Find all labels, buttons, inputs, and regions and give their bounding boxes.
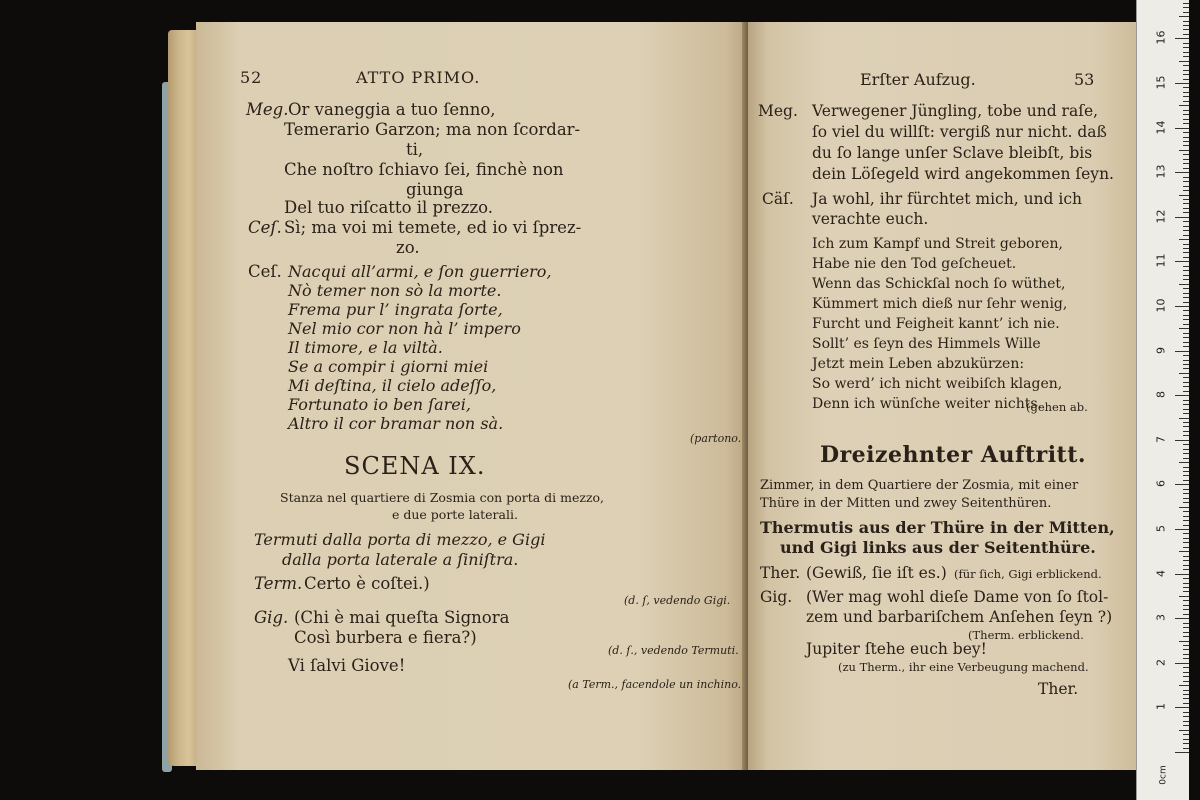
ruler-tick	[1183, 734, 1189, 735]
ruler-tick	[1183, 560, 1189, 561]
ruler-tick	[1183, 315, 1189, 316]
ruler-number: 3	[1154, 614, 1168, 622]
ruler-tick	[1183, 310, 1189, 311]
ruler-tick	[1183, 302, 1189, 303]
ruler-tick	[1179, 418, 1189, 419]
verse-line: Sollt’ es ſeyn des Himmels Wille	[812, 336, 1041, 352]
ruler-tick	[1183, 154, 1189, 155]
ruler-tick	[1183, 716, 1189, 717]
ruler-tick	[1183, 382, 1189, 383]
ruler-tick	[1183, 511, 1189, 512]
ruler-tick	[1183, 649, 1189, 650]
entrance-line: und Gigi links aus der Seitenthüre.	[780, 538, 1096, 557]
stage-note: (Therm. erblickend.	[968, 628, 1084, 642]
stage-direction: Thüre in der Mitten und zwey Seitenthüren.	[760, 496, 1052, 511]
ruler-tick	[1183, 739, 1189, 740]
aria-speaker: Ceſ.	[248, 262, 282, 281]
ruler-tick	[1175, 306, 1189, 307]
text-line: Del tuo riſcatto il prezzo.	[284, 198, 494, 217]
ruler-tick	[1183, 493, 1189, 494]
ruler-tick	[1183, 163, 1189, 164]
ruler-tick	[1183, 725, 1189, 726]
ruler-tick	[1183, 556, 1189, 557]
ruler-tick	[1179, 730, 1189, 731]
ruler-tick	[1175, 663, 1189, 664]
text-line: Verwegener Jüngling, tobe und raſe,	[812, 102, 1099, 120]
ruler-tick	[1175, 529, 1189, 530]
ruler-tick	[1175, 38, 1189, 39]
ruler-tick	[1175, 395, 1189, 396]
verse-line: Kümmert mich dieß nur ſehr wenig,	[812, 296, 1068, 312]
ruler-tick	[1179, 105, 1189, 106]
ruler-tick	[1183, 181, 1189, 182]
ruler-number: 6	[1154, 480, 1168, 488]
ruler-number: 16	[1154, 30, 1168, 45]
ruler-tick	[1183, 698, 1189, 699]
ruler-tick	[1183, 431, 1189, 432]
exit-note: (partono.	[690, 432, 742, 445]
ruler-tick	[1183, 114, 1189, 115]
ruler-tick	[1183, 609, 1189, 610]
ruler-tick	[1183, 538, 1189, 539]
text-line: dein Löſegeld wird angekommen ſeyn.	[812, 165, 1114, 183]
ruler-number: 12	[1154, 209, 1168, 224]
ruler-tick	[1183, 145, 1189, 146]
ruler-tick	[1183, 203, 1189, 204]
text-line: zem und barbariſchem Anſehen ſeyn ?)	[806, 608, 1113, 626]
ruler-tick	[1183, 404, 1189, 405]
ruler-tick	[1183, 74, 1189, 75]
ruler-tick	[1183, 489, 1189, 490]
ruler-tick	[1183, 7, 1189, 8]
verse-line: Ich zum Kampf und Streit geboren,	[812, 236, 1063, 252]
ruler-tick	[1183, 449, 1189, 450]
ruler-tick	[1175, 217, 1189, 218]
speaker-meg: Meg.	[246, 100, 289, 119]
ruler-tick	[1183, 221, 1189, 222]
ruler-tick	[1175, 261, 1189, 262]
ruler-tick	[1183, 337, 1189, 338]
ruler-tick	[1183, 578, 1189, 579]
aria-line: Nò temer non sò la morte.	[288, 281, 502, 300]
ruler-tick	[1183, 257, 1189, 258]
ruler-tick	[1183, 319, 1189, 320]
stage-note: (d. ſ, vedendo Gigi.	[624, 594, 731, 607]
ruler-tick	[1183, 101, 1189, 102]
ruler-number: 11	[1154, 253, 1168, 268]
ruler-tick	[1183, 29, 1189, 30]
ruler-tick	[1183, 721, 1189, 722]
ruler-tick	[1183, 186, 1189, 187]
ruler-tick	[1175, 752, 1189, 753]
ruler-number: 5	[1154, 525, 1168, 532]
ruler-tick	[1183, 533, 1189, 534]
aria-line: Mi deſtina, il cielo adeſſo,	[288, 376, 497, 395]
text-line: Or vaneggia a tuo ſenno,	[288, 100, 496, 119]
ruler-tick	[1183, 480, 1189, 481]
aria-line: Nel mio cor non hà l’ impero	[288, 319, 521, 338]
ruler-tick	[1183, 279, 1189, 280]
ruler-tick	[1183, 270, 1189, 271]
ruler-tick	[1183, 444, 1189, 445]
ruler-tick	[1183, 565, 1189, 566]
ruler-tick	[1183, 346, 1189, 347]
ruler-tick	[1183, 52, 1189, 53]
verse-line: Habe nie den Tod geſcheuet.	[812, 256, 1017, 272]
ruler-number: 13	[1154, 164, 1168, 179]
ruler-tick	[1183, 654, 1189, 655]
ruler-tick	[1183, 355, 1189, 356]
ruler-tick	[1183, 47, 1189, 48]
ruler-tick	[1183, 645, 1189, 646]
ruler-tick	[1183, 743, 1189, 744]
aria-line: Altro il cor bramar non sà.	[288, 414, 504, 433]
text-line: ſo viel du willſt: vergiß nur nicht. daß	[812, 123, 1107, 141]
ruler-tick	[1183, 199, 1189, 200]
ruler-number: 8	[1154, 391, 1168, 399]
entrance-line: Termuti dalla porta di mezzo, e Gigi	[254, 530, 546, 549]
entrance-line: dalla porta laterale a ſiniſtra.	[282, 550, 519, 569]
ruler-tick	[1183, 636, 1189, 637]
stage-note: (zu Therm., ihr eine Verbeugung machend.	[838, 660, 1089, 674]
ruler-tick	[1183, 409, 1189, 410]
ruler-tick	[1183, 177, 1189, 178]
text-line: (Gewiß, ſie iſt es.)	[806, 564, 947, 582]
left-page	[196, 22, 748, 770]
speaker-gig: Gig.	[254, 608, 289, 627]
ruler-tick	[1183, 676, 1189, 677]
ruler-tick	[1179, 16, 1189, 17]
ruler-tick	[1183, 703, 1189, 704]
ruler-unit-label: 0cm	[1158, 765, 1169, 785]
ruler-tick	[1183, 3, 1189, 4]
page-number-left: 52	[240, 68, 263, 87]
entrance-line: Thermutis aus der Thüre in der Mitten,	[760, 518, 1115, 537]
running-head-right: Erſter Aufzug.	[860, 70, 976, 89]
ruler-tick	[1183, 364, 1189, 365]
text-line: ti,	[406, 140, 424, 159]
text-line: zo.	[396, 238, 420, 257]
speaker-meg: Meg.	[758, 102, 798, 120]
text-line: Che noſtro ſchiavo ſei, finchè non	[284, 160, 564, 179]
ruler-tick	[1183, 498, 1189, 499]
ruler-tick	[1183, 377, 1189, 378]
stage-note: (d. ſ., vedendo Termuti.	[608, 644, 739, 657]
ruler-tick	[1183, 614, 1189, 615]
ruler-tick	[1183, 400, 1189, 401]
ruler-tick	[1183, 132, 1189, 133]
text-line: Temerario Garzon; ma non ſcordar-	[284, 120, 581, 139]
ruler-tick	[1183, 235, 1189, 236]
ruler-tick	[1179, 150, 1189, 151]
ruler-tick	[1183, 190, 1189, 191]
ruler-tick	[1183, 694, 1189, 695]
ruler-tick	[1183, 288, 1189, 289]
ruler-tick	[1183, 502, 1189, 503]
right-page	[748, 22, 1140, 770]
ruler-tick	[1179, 462, 1189, 463]
ruler-tick	[1179, 373, 1189, 374]
ruler-tick	[1183, 12, 1189, 13]
ruler-tick	[1183, 453, 1189, 454]
aria-line: Fortunato io ben ſarei,	[288, 395, 471, 414]
ruler-tick	[1183, 391, 1189, 392]
text-line: Sì; ma voi mi temete, ed io vi ſprez-	[284, 218, 582, 237]
verse-line: Jetzt mein Leben abzukürzen:	[812, 356, 1025, 372]
page-number-right: 53	[1074, 70, 1095, 89]
ruler-tick	[1183, 43, 1189, 44]
ruler-tick	[1183, 467, 1189, 468]
ruler-tick	[1183, 70, 1189, 71]
ruler-tick	[1183, 360, 1189, 361]
ruler-tick	[1183, 266, 1189, 267]
ruler-tick	[1183, 368, 1189, 369]
ruler-tick	[1175, 83, 1189, 84]
ruler-tick	[1175, 574, 1189, 575]
text-line: du ſo lange unſer Sclave bleibſt, bis	[812, 144, 1093, 162]
ruler-tick	[1183, 123, 1189, 124]
ruler-tick	[1179, 596, 1189, 597]
ruler-tick	[1179, 328, 1189, 329]
ruler-tick	[1183, 681, 1189, 682]
catchword: Ther.	[1038, 680, 1079, 698]
ruler-tick	[1183, 141, 1189, 142]
ruler-tick	[1183, 208, 1189, 209]
stage-direction: Stanza nel quartiere di Zosmia con porta di mezzo,	[280, 490, 605, 505]
ruler-tick	[1183, 426, 1189, 427]
ruler-tick	[1183, 605, 1189, 606]
ruler-number: 15	[1154, 75, 1168, 90]
ruler-tick	[1183, 386, 1189, 387]
scene-title: Dreizehnter Auftritt.	[820, 442, 1087, 468]
ruler-tick	[1183, 471, 1189, 472]
aria-line: Il timore, e la viltà.	[288, 338, 443, 357]
ruler-tick	[1183, 34, 1189, 35]
ruler-tick	[1175, 618, 1189, 619]
ruler-tick	[1183, 542, 1189, 543]
left-page-edges	[168, 30, 198, 766]
ruler-tick	[1183, 159, 1189, 160]
ruler-tick	[1183, 297, 1189, 298]
ruler-tick	[1179, 641, 1189, 642]
ruler-tick	[1175, 707, 1189, 708]
text-line: giunga	[406, 180, 464, 199]
verse-line: So werd’ ich nicht weibiſch klagen,	[812, 376, 1063, 392]
speaker-ces: Ceſ.	[248, 218, 282, 237]
ruler-tick	[1183, 413, 1189, 414]
text-line: (Chi è mai queſta Signora	[294, 608, 510, 627]
ruler-number: 7	[1154, 435, 1168, 443]
ruler-tick	[1183, 79, 1189, 80]
ruler-tick	[1183, 342, 1189, 343]
ruler-tick	[1179, 507, 1189, 508]
speaker-ther: Ther.	[760, 564, 801, 582]
ruler-tick	[1183, 583, 1189, 584]
ruler-tick	[1183, 672, 1189, 673]
ruler-tick	[1183, 690, 1189, 691]
ruler-tick	[1183, 475, 1189, 476]
aria-line: Frema pur l’ ingrata ſorte,	[288, 300, 503, 319]
ruler-number: 4	[1154, 569, 1168, 577]
ruler-tick	[1183, 65, 1189, 66]
ruler-tick	[1175, 440, 1189, 441]
verse-line: Denn ich wünſche weiter nichts.	[812, 396, 1042, 412]
ruler-tick	[1183, 547, 1189, 548]
ruler-tick	[1179, 284, 1189, 285]
ruler-tick	[1183, 600, 1189, 601]
ruler-tick	[1175, 351, 1189, 352]
text-line: (Wer mag wohl dieſe Dame von ſo ſtol-	[806, 588, 1109, 606]
ruler-tick	[1179, 685, 1189, 686]
ruler-tick	[1183, 748, 1189, 749]
ruler-tick	[1183, 569, 1189, 570]
text-line: Vi ſalvi Giove!	[288, 656, 406, 675]
ruler-tick	[1183, 110, 1189, 111]
ruler-tick	[1183, 137, 1189, 138]
ruler-tick	[1183, 21, 1189, 22]
ruler-tick	[1183, 56, 1189, 57]
ruler-tick	[1183, 119, 1189, 120]
ruler-tick	[1179, 551, 1189, 552]
ruler-number: 10	[1154, 298, 1168, 313]
ruler-tick	[1183, 226, 1189, 227]
ruler-tick	[1183, 632, 1189, 633]
ruler-tick	[1179, 61, 1189, 62]
speaker-term: Term.	[254, 574, 303, 593]
ruler-tick	[1175, 128, 1189, 129]
ruler-tick	[1183, 520, 1189, 521]
speaker-caes: Cäſ.	[762, 190, 794, 208]
ruler-tick	[1183, 591, 1189, 592]
stage-direction: Zimmer, in dem Quartiere der Zosmia, mit einer	[760, 478, 1079, 493]
aria-line: Nacqui all’armi, e ſon guerriero,	[288, 262, 552, 281]
stage-note: (für ſich, Gigi erblickend.	[954, 567, 1102, 581]
aria-line: Se a compir i giorni miei	[288, 357, 489, 376]
speaker-gig: Gig.	[760, 588, 793, 606]
ruler-tick	[1183, 252, 1189, 253]
verse-line: Wenn das Schickſal noch ſo wüthet,	[812, 276, 1066, 292]
scene-title: SCENA IX.	[344, 452, 486, 480]
text-line: Jupiter ſtehe euch bey!	[806, 640, 987, 658]
text-line: Ja wohl, ihr fürchtet mich, und ich	[812, 190, 1083, 208]
ruler-number	[1155, 0, 1168, 3]
exit-note: (gehen ab.	[1026, 400, 1088, 414]
text-line: Così burbera e fiera?)	[294, 628, 477, 647]
ruler-tick	[1183, 627, 1189, 628]
ruler-tick	[1183, 587, 1189, 588]
open-book	[168, 22, 1115, 770]
ruler-tick	[1183, 248, 1189, 249]
ruler-number: 14	[1154, 120, 1168, 135]
ruler-tick	[1183, 230, 1189, 231]
stage-direction: e due porte laterali.	[392, 507, 518, 522]
text-line: Certo è coſtei.)	[304, 574, 430, 593]
ruler-tick	[1183, 658, 1189, 659]
ruler-tick	[1183, 667, 1189, 668]
verse-line: Furcht und Feigheit kannt’ ich nie.	[812, 316, 1060, 332]
ruler-tick	[1183, 516, 1189, 517]
ruler-tick	[1183, 333, 1189, 334]
ruler-tick	[1183, 712, 1189, 713]
ruler-tick	[1183, 92, 1189, 93]
ruler-number: 1	[1154, 703, 1168, 711]
ruler-number: 9	[1154, 346, 1168, 354]
ruler-tick	[1183, 525, 1189, 526]
ruler-tick	[1179, 239, 1189, 240]
ruler-tick	[1183, 623, 1189, 624]
ruler-tick	[1183, 168, 1189, 169]
text-line: verachte euch.	[812, 210, 929, 228]
ruler-tick	[1183, 422, 1189, 423]
ruler-tick	[1183, 324, 1189, 325]
ruler-tick	[1183, 293, 1189, 294]
ruler-tick	[1183, 275, 1189, 276]
ruler-tick	[1183, 244, 1189, 245]
measurement-ruler	[1136, 0, 1189, 800]
ruler-number: 2	[1154, 658, 1168, 666]
ruler-tick	[1183, 212, 1189, 213]
stage-note: (a Term., facendole un inchino.	[568, 678, 742, 691]
ruler-tick	[1183, 96, 1189, 97]
ruler-tick	[1175, 484, 1189, 485]
ruler-tick	[1175, 172, 1189, 173]
ruler-tick	[1183, 458, 1189, 459]
ruler-tick	[1183, 435, 1189, 436]
ruler-tick	[1179, 195, 1189, 196]
ruler-tick	[1183, 25, 1189, 26]
ruler-tick	[1183, 87, 1189, 88]
running-head-left: ATTO PRIMO.	[356, 68, 481, 87]
